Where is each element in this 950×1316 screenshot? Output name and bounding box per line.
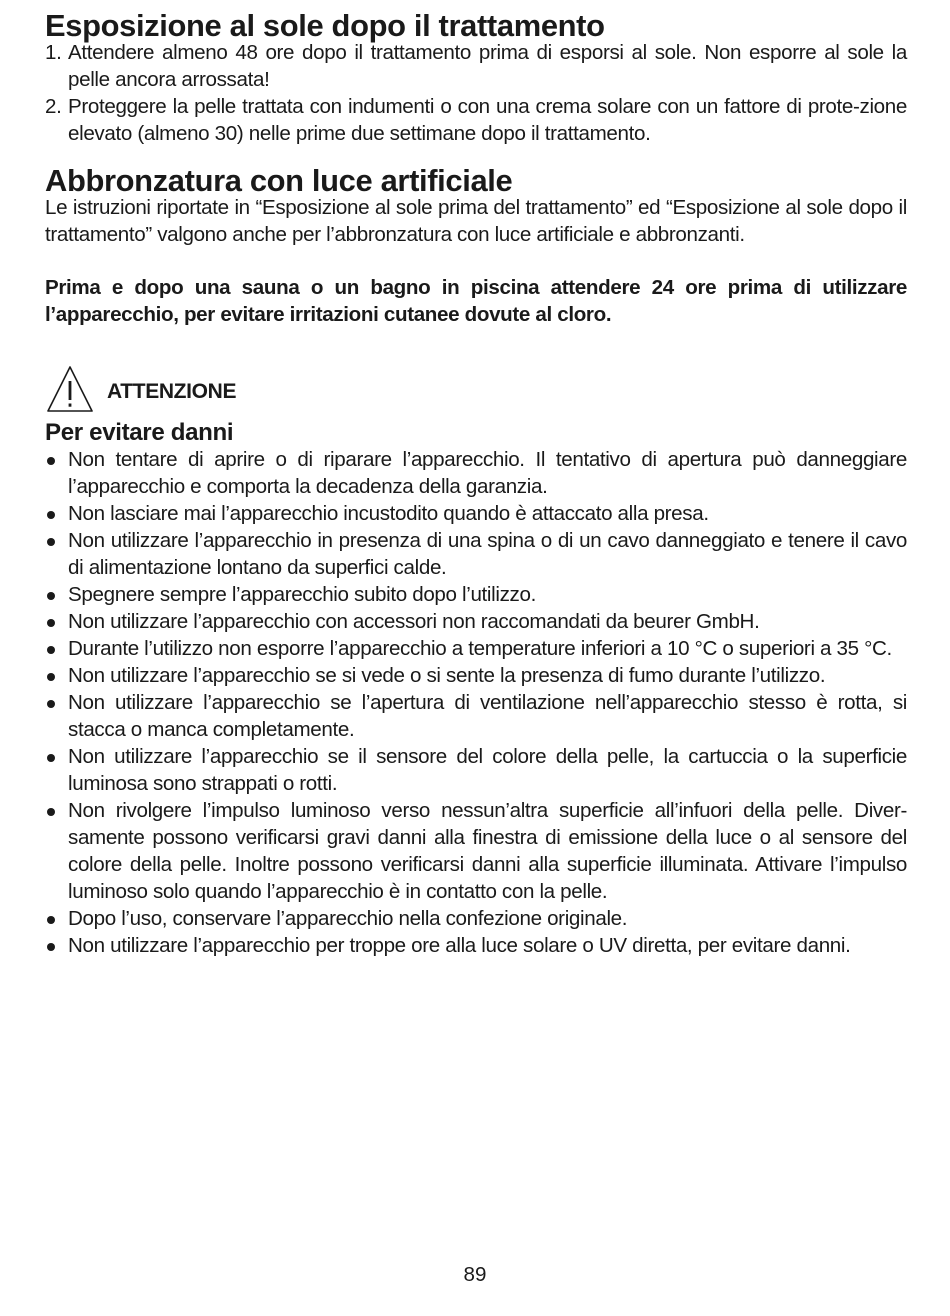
sauna-warning-paragraph: Prima e dopo una sauna o un bagno in piscina attendere 24 ore prima di utilizzare l’apparecchio, per evitare irritazioni cutanee dovute al cloro. bbox=[45, 276, 907, 326]
section-title: Abbronzatura con luce artificiale bbox=[45, 163, 513, 198]
item-text: Non lasciare mai l’apparecchio incustodito quando è attaccato alla presa. bbox=[68, 502, 709, 525]
bullet-icon bbox=[47, 916, 55, 924]
page-number: 89 bbox=[463, 1263, 487, 1286]
warning-section bbox=[45, 363, 907, 959]
bullet-icon bbox=[47, 808, 55, 816]
bullet-icon bbox=[47, 700, 55, 708]
list-item bbox=[45, 689, 907, 743]
list-item bbox=[45, 527, 907, 581]
item-text: Proteggere la pelle trattata con indumenti o con una crema solare con un fattore di prote-zione elevato (almeno 30) nelle prime due settimane dopo il trattamento. bbox=[68, 95, 907, 145]
bullet-icon bbox=[47, 511, 55, 519]
warning-header bbox=[45, 363, 907, 415]
numbered-list bbox=[45, 39, 907, 147]
warning-triangle-icon bbox=[45, 364, 95, 414]
list-item bbox=[45, 635, 907, 662]
item-text: Non utilizzare l’apparecchio se si vede o si sente la presenza di fumo durante l’utilizzo. bbox=[68, 664, 826, 687]
list-item bbox=[45, 797, 907, 905]
list-item bbox=[45, 446, 907, 500]
bullet-icon bbox=[47, 619, 55, 627]
item-text: Non tentare di aprire o di riparare l’apparecchio. Il tentativo di apertura può danneggiare l’apparecchio e comporta la decadenza della garanzia. bbox=[68, 448, 907, 498]
item-text: Dopo l’uso, conservare l’apparecchio nella confezione originale. bbox=[68, 907, 628, 930]
item-text: Attendere almeno 48 ore dopo il trattamento prima di esporsi al sole. Non esporre al sole la pelle ancora arrossata! bbox=[68, 41, 907, 91]
item-number: 1. bbox=[45, 41, 62, 64]
item-text: Non utilizzare l’apparecchio con accessori non raccomandati da beurer GmbH. bbox=[68, 610, 760, 633]
list-item bbox=[45, 905, 907, 932]
item-text: Non utilizzare l’apparecchio se l’apertura di ventilazione nell’apparecchio stesso è rotta, si stacca o manca completamente. bbox=[68, 691, 907, 741]
list-item bbox=[45, 581, 907, 608]
item-text: Non utilizzare l’apparecchio per troppe ore alla luce solare o UV diretta, per evitare danni. bbox=[68, 934, 851, 957]
bullet-icon bbox=[47, 457, 55, 465]
section-artificial-tanning bbox=[45, 163, 907, 248]
bullet-icon bbox=[47, 943, 55, 951]
list-item bbox=[45, 662, 907, 689]
list-item bbox=[45, 500, 907, 527]
item-text: Spegnere sempre l’apparecchio subito dopo l’utilizzo. bbox=[68, 583, 536, 606]
list-item bbox=[45, 932, 907, 959]
bullet-icon bbox=[47, 754, 55, 762]
item-text: Non utilizzare l’apparecchio se il sensore del colore della pelle, la cartuccia o la superficie luminosa sono strappati o rotti. bbox=[68, 745, 907, 795]
section-sun-exposure-after bbox=[45, 8, 907, 147]
item-number: 2. bbox=[45, 95, 62, 118]
document-page bbox=[45, 8, 907, 959]
item-text: Non rivolgere l’impulso luminoso verso nessun’altra superficie all’infuori della pelle. Diver-samente possono verificarsi gravi danni alla finestra di emissione della luce o al sensore del colore della pelle. Inoltre possono verificarsi danni alla superficie illuminata. Attivare l’impulso luminoso solo quando l’apparecchio è in contatto con la pelle. bbox=[68, 799, 907, 903]
bullet-icon bbox=[47, 646, 55, 654]
list-item bbox=[45, 93, 907, 147]
section-paragraph: Le istruzioni riportate in “Esposizione al sole prima del trattamento” ed “Esposizione al sole dopo il trattamento” valgono anche per l’abbronzatura con luce artificiale e abbronzanti. bbox=[45, 196, 907, 246]
bullet-icon bbox=[47, 538, 55, 546]
warning-bullet-list bbox=[45, 446, 907, 959]
item-text: Durante l’utilizzo non esporre l’apparecchio a temperature inferiori a 10 °C o superiori a 35 °C. bbox=[68, 637, 892, 660]
list-item bbox=[45, 608, 907, 635]
warning-subtitle: Per evitare danni bbox=[45, 419, 234, 446]
item-text: Non utilizzare l’apparecchio in presenza di una spina o di un cavo danneggiato e tenere il cavo di alimentazione lontano da superfici calde. bbox=[68, 529, 907, 579]
bullet-icon bbox=[47, 673, 55, 681]
section-title: Esposizione al sole dopo il trattamento bbox=[45, 8, 605, 43]
list-item bbox=[45, 39, 907, 93]
bullet-icon bbox=[47, 592, 55, 600]
warning-title: ATTENZIONE bbox=[107, 379, 237, 403]
list-item bbox=[45, 743, 907, 797]
